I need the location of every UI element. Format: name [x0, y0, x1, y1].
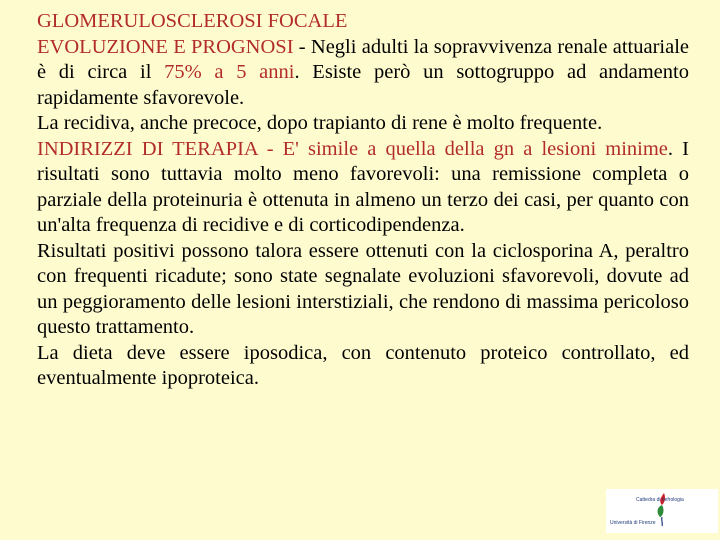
logo-stem-icon	[662, 517, 663, 526]
diet-text: La dieta deve essere iposodica, con contenuto proteico controllato, ed eventualmente ipoproteica.	[37, 341, 689, 389]
therapy-paragraph	[37, 137, 689, 239]
logo-top-text: Cattedra di nefrologia	[636, 497, 684, 503]
diet-paragraph	[37, 341, 689, 392]
prognosis-highlight: 75% a 5 anni	[164, 61, 295, 83]
slide-body	[37, 9, 689, 392]
logo-emblem-icon	[606, 489, 718, 533]
logo-leaf-icon	[658, 505, 664, 517]
therapy-heading: INDIRIZZI DI TERAPIA	[37, 137, 258, 160]
therapy-lead: - E' simile a quella della gn a lesioni minime	[257, 137, 668, 160]
prognosis-paragraph	[37, 35, 689, 112]
prognosis-separator: -	[293, 35, 311, 58]
cyclosporine-text: Risultati positivi possono talora essere ottenuti con la ciclosporina A, peraltro con frequenti ricadute; sono state segnalate evoluzioni sfavorevoli, dovute ad un peggioramento delle lesioni interstiziali, che rendono di massima pericoloso questo trattamento.	[37, 239, 689, 338]
recurrence-text: La recidiva, anche precoce, dopo trapianto di rene è molto frequente.	[37, 112, 603, 134]
therapy-text: . I risultati sono tuttavia molto meno favorevoli: una remissione completa o parziale della proteinuria è ottenuta in almeno un terzo dei casi, per quanto con un'alta frequenza di recidive e di corticodipendenza.	[37, 137, 689, 236]
slide-title-block	[37, 9, 689, 35]
cyclosporine-paragraph	[37, 239, 689, 341]
logo-bottom-text: Università di Firenze	[610, 520, 656, 526]
recurrence-paragraph	[37, 111, 689, 137]
prognosis-heading: EVOLUZIONE E PROGNOSI	[37, 35, 294, 58]
university-logo	[606, 489, 718, 533]
prognosis-text-b: . Esiste però un sottogruppo ad andamento rapidamente sfavorevole.	[37, 61, 689, 109]
slide-title: GLOMERULOSCLEROSI FOCALE	[37, 10, 348, 32]
prognosis-text-a: Negli adulti la sopravvivenza renale attuariale è di circa il	[37, 35, 690, 83]
